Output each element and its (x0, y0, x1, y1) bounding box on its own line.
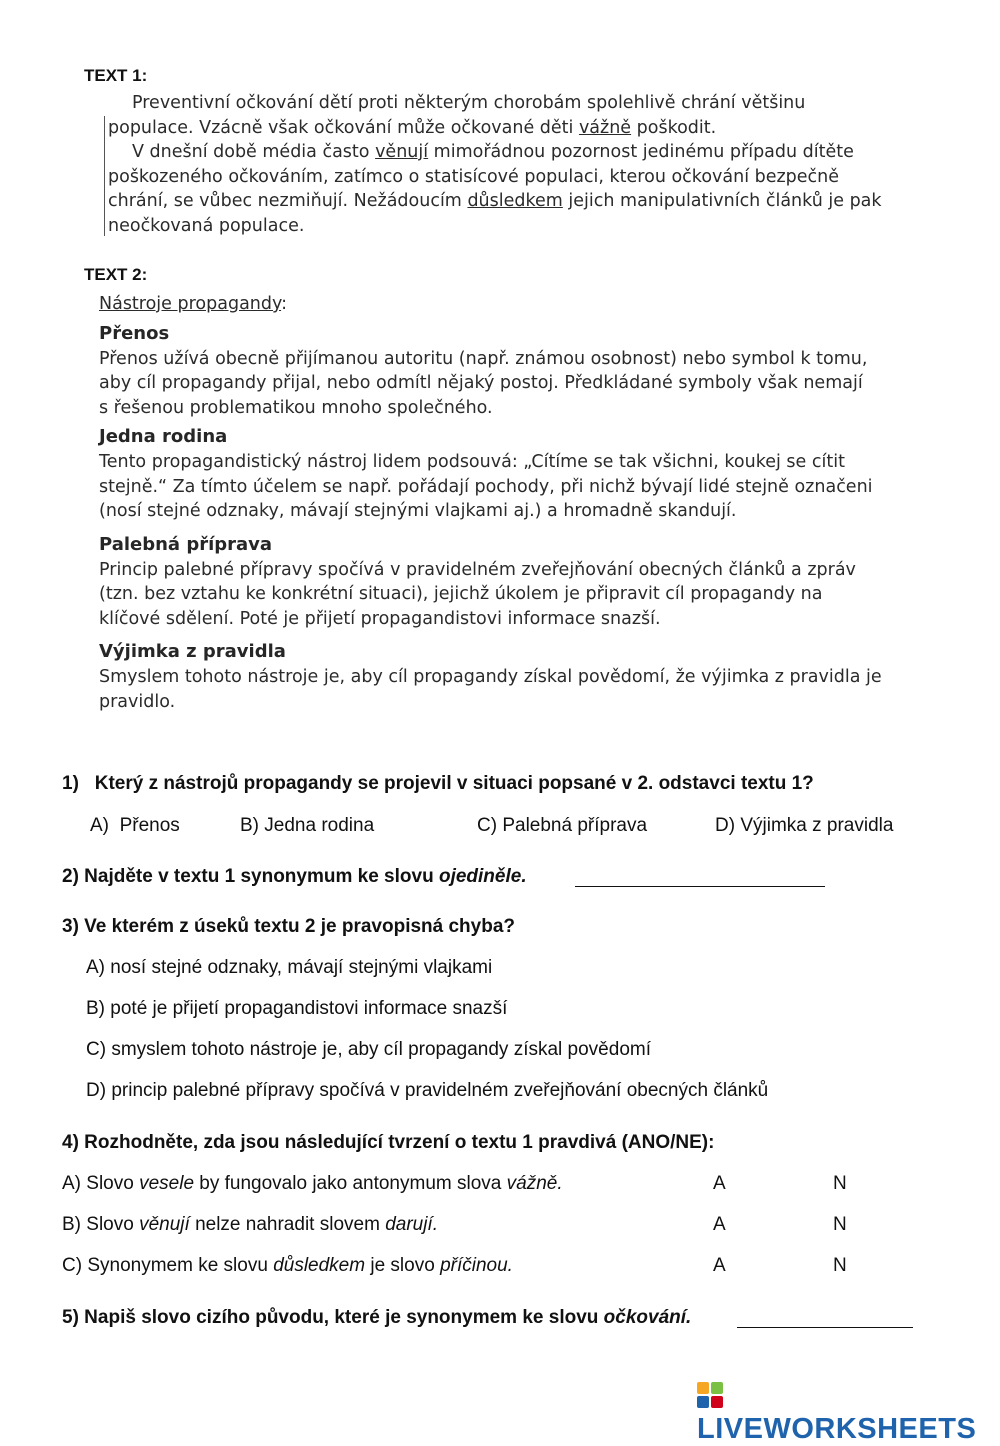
q4-c-no[interactable]: N (833, 1255, 847, 1276)
text2-label: TEXT 2: (84, 265, 148, 284)
text1-word-dusledkem: důsledkem (467, 191, 563, 211)
q3-option-a[interactable]: A) nosí stejné odznaky, mávají stejnými vlajkami (86, 957, 493, 978)
logo-square (711, 1396, 723, 1408)
q5-question: 5) Napiš slovo cizího původu, které je synonymem ke slovu očkování. (62, 1307, 692, 1328)
section-line: s řešenou problematikou mnoho společného. (99, 397, 493, 418)
text1-word-vazne: vážně (578, 117, 632, 138)
text2-heading: Nástroje propagandy: (99, 294, 287, 314)
logo-square (711, 1382, 723, 1394)
q3-option-d[interactable]: D) princip palebné přípravy spočívá v pravidelném zveřejňování obecných článků (86, 1080, 769, 1101)
q4-a-yes[interactable]: A (713, 1173, 726, 1194)
logo-square (697, 1396, 709, 1408)
text1-line: neočkovaná populace. (108, 215, 305, 236)
section-line: aby cíl propagandy přijal, nebo odmítl nějaký postoj. Předkládané symboly však nemají (99, 373, 863, 393)
text2-section-prenos (99, 321, 882, 421)
q4-a-no[interactable]: N (833, 1173, 847, 1194)
text2-section-vyjimka (99, 639, 882, 714)
section-line: pravidlo. (99, 691, 176, 712)
q3-option-c[interactable]: C) smyslem tohoto nástroje je, aby cíl propagandy získal povědomí (86, 1039, 651, 1060)
logo-mark-icon (697, 1382, 723, 1408)
q1-option-d[interactable]: D) Výjimka z pravidla (715, 815, 894, 836)
q5-answer-input[interactable] (737, 1309, 913, 1328)
liveworksheets-logo (697, 1380, 1000, 1446)
q2-question: 2) Najděte v textu 1 synonymum ke slovu ojediněle. (62, 866, 527, 887)
text2-section-palebna-priprava (99, 532, 882, 632)
section-line: Smyslem tohoto nástroje je, aby cíl propagandy získal povědomí, že výjimka z pravidla je (99, 667, 882, 687)
text2-body (99, 292, 882, 714)
q1-option-c[interactable]: C) Palebná příprava (477, 815, 648, 836)
text1-label: TEXT 1: (84, 66, 148, 85)
q3-question: 3) Ve kterém z úseků textu 2 je pravopisná chyba? (62, 916, 516, 937)
q4-c-yes[interactable]: A (713, 1255, 726, 1276)
section-line: (nosí stejné odznaky, mávají stejnými vlajkami aj.) a hromadně skandují. (99, 501, 737, 521)
text1-line: poškozeného očkováním, zatímco o statisícové populaci, kterou očkování bezpečně (108, 166, 840, 187)
text1-body (108, 91, 882, 238)
q1-option-a[interactable]: A) Přenos (90, 815, 180, 836)
q4-b-no[interactable]: N (833, 1214, 847, 1235)
q1-question: 1) Který z nástrojů propagandy se projevil v situaci popsané v 2. odstavci textu 1? (62, 773, 814, 794)
section-line: klíčové sdělení. Poté je přijetí propagandistovi informace snazší. (99, 608, 661, 629)
section-title: Přenos (99, 322, 170, 344)
q4-statement-a: A) Slovo vesele by fungovalo jako antonymum slova vážně. (62, 1173, 563, 1194)
text1-line: chrání, se vůbec nezmiňují. Nežádoucím důsledkem jejich manipulativních článků je pak (108, 191, 882, 211)
text1-line: Preventivní očkování dětí proti některým chorobám spolehlivě chrání většinu (132, 93, 806, 113)
q4-b-yes[interactable]: A (713, 1214, 726, 1235)
text1-margin-line (104, 116, 105, 236)
section-line: Princip palebné přípravy spočívá v pravidelném zveřejňování obecných článků a zpráv (99, 559, 856, 580)
logo-square (697, 1382, 709, 1394)
text1-line: V dnešní době média často věnují mimořádnou pozornost jedinému případu dítěte (132, 142, 854, 162)
q4-statement-b: B) Slovo věnují nelze nahradit slovem darují. (62, 1214, 438, 1235)
section-line: Přenos užívá obecně přijímanou autoritu (např. známou osobnost) nebo symbol k tomu, (99, 348, 868, 369)
text1-line: populace. Vzácně však očkování může očkované děti vážně poškodit. (108, 117, 717, 138)
section-title: Výjimka z pravidla (99, 641, 286, 662)
section-title: Jedna rodina (99, 426, 228, 447)
q4-statement-c: C) Synonymem ke slovu důsledkem je slovo příčinou. (62, 1255, 513, 1276)
q4-question: 4) Rozhodněte, zda jsou následující tvrzení o textu 1 pravdivá (ANO/NE): (62, 1132, 715, 1153)
section-line: (tzn. bez vztahu ke konkrétní situaci), jejichž úkolem je připravit cíl propagandy na (99, 584, 823, 604)
text2-section-jedna-rodina (99, 424, 882, 524)
q3-option-b[interactable]: B) poté je přijetí propagandistovi informace snazší (86, 998, 508, 1019)
section-title: Palebná příprava (99, 533, 273, 555)
section-line: Tento propagandistický nástroj lidem podsouvá: „Cítíme se tak všichni, koukej se cítit (99, 452, 845, 472)
q1-option-b[interactable]: B) Jedna rodina (240, 815, 375, 836)
section-line: stejně.“ Za tímto účelem se např. pořádají pochody, při nichž bývají lidé stejně označeni (99, 476, 873, 497)
logo-text: LIVEWORKSHEETS (697, 1413, 977, 1445)
q2-answer-input[interactable] (575, 868, 825, 887)
text1-word-venuji: věnují (375, 142, 429, 162)
